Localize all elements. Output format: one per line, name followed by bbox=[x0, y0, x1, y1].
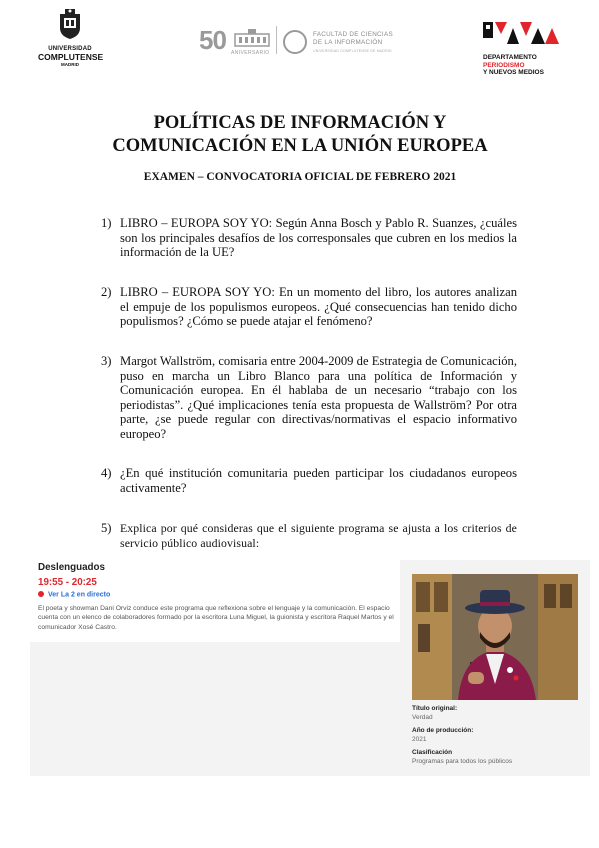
question-5 bbox=[101, 521, 517, 550]
question-number: 2) bbox=[101, 285, 112, 299]
faculty-emblem-icon bbox=[283, 30, 307, 54]
host-photo bbox=[412, 574, 578, 700]
program-title: Deslenguados bbox=[38, 562, 105, 573]
question-number: 4) bbox=[101, 466, 112, 480]
production-year-value: 2021 bbox=[412, 736, 427, 743]
question-number: 3) bbox=[101, 354, 112, 368]
question-4 bbox=[101, 466, 517, 495]
question-text: Explica por qué consideras que el siguiente programa se ajusta a los criterios de servicio público audiovisual: bbox=[120, 521, 517, 550]
ucm-crest-icon bbox=[57, 8, 83, 40]
department-line3: Y NUEVOS MEDIOS bbox=[483, 69, 544, 76]
question-1 bbox=[101, 216, 517, 260]
title-line1: POLÍTICAS DE INFORMACIÓN Y bbox=[153, 113, 447, 133]
faculty-logo bbox=[199, 24, 399, 60]
ucm-name-line2: COMPLUTENSE bbox=[38, 52, 104, 62]
question-number: 1) bbox=[101, 216, 112, 230]
department-line1: DEPARTAMENTO bbox=[483, 54, 537, 61]
program-info bbox=[30, 560, 400, 642]
live-dot-icon bbox=[38, 591, 44, 597]
original-title-value: Verdad bbox=[412, 714, 433, 721]
document-title bbox=[60, 112, 540, 158]
question-text: ¿En qué institución comunitaria pueden participar los ciudadanos europeos activamente? bbox=[120, 466, 517, 495]
anniversary-number: 50 bbox=[199, 25, 226, 55]
rating-value: Programas para todos los públicos bbox=[412, 758, 513, 765]
title-line2: COMUNICACIÓN EN LA UNIÓN EUROPEA bbox=[112, 136, 488, 156]
ucm-name-line3: MADRID bbox=[61, 62, 79, 67]
faculty-name bbox=[313, 31, 393, 47]
ucm-name-line1: UNIVERSIDAD bbox=[48, 46, 92, 52]
ucm-logo bbox=[38, 8, 102, 68]
question-text: LIBRO – EUROPA SOY YO: En un momento del libro, los autores analizan el empuje de los populismos europeos. ¿Qué consecuencias han tenido dicho populismos? ¿Cómo se puede atajar el fenómeno? bbox=[120, 285, 517, 328]
logo-divider bbox=[276, 26, 277, 54]
question-text: LIBRO – EUROPA SOY YO: Según Anna Bosch y Pablo R. Suanzes, ¿cuáles son los principales desafíos de los corresponsales que cubren en los medios la información de la UE? bbox=[120, 216, 517, 259]
question-number: 5) bbox=[101, 521, 112, 535]
original-title bbox=[412, 704, 457, 722]
question-2 bbox=[101, 285, 517, 329]
faculty-name-line1: FACULTAD DE CIENCIAS bbox=[313, 31, 393, 38]
program-screenshot bbox=[30, 560, 590, 776]
department-logo bbox=[483, 22, 573, 78]
exam-subtitle: EXAMEN – CONVOCATORIA OFICIAL DE FEBRERO 2021 bbox=[143, 171, 457, 183]
question-text: Margot Wallström, comisaria entre 2004-2009 de Estrategia de Comunicación, puso en marcha un Libro Blanco para una política de Información y Comunicación europea. En él hablaba de un necesario “trabajo con los periodistas”. ¿Qué implicaciones tenía esta propuesta de Wallström? Por otra parte, ¿se puede regular con directivas/normativas el espacio informativo europeo? bbox=[120, 354, 517, 441]
rating bbox=[412, 748, 512, 766]
rating-label: Clasificación bbox=[412, 749, 453, 756]
watch-live-link[interactable] bbox=[38, 591, 110, 599]
anniversary-label: ANIVERSARIO bbox=[231, 50, 270, 56]
program-details bbox=[400, 560, 590, 776]
program-description: El poeta y showman Dani Orviz conduce este programa que reflexiona sobre el lenguaje y la comunicación. El espacio cuenta con un elenco de colaboradores formado por la escritora Luna Miguel, la guionista y escritora Raquel Martos y el comunicador Xosé Castro. bbox=[38, 605, 394, 631]
faculty-name-line2: DE LA INFORMACIÓN bbox=[313, 39, 383, 46]
program-time: 19:55 - 20:25 bbox=[38, 577, 97, 588]
question-3 bbox=[101, 354, 517, 441]
department-line2: PERIODISMO bbox=[483, 61, 525, 69]
building-icon bbox=[233, 28, 271, 48]
pynm-mark-icon bbox=[483, 22, 561, 46]
production-year bbox=[412, 726, 473, 744]
watch-live-label: Ver La 2 en directo bbox=[48, 591, 111, 599]
faculty-subtext: UNIVERSIDAD COMPLUTENSE DE MADRID bbox=[313, 49, 392, 53]
production-year-label: Año de producción: bbox=[412, 727, 474, 734]
original-title-label: Título original: bbox=[412, 705, 458, 712]
